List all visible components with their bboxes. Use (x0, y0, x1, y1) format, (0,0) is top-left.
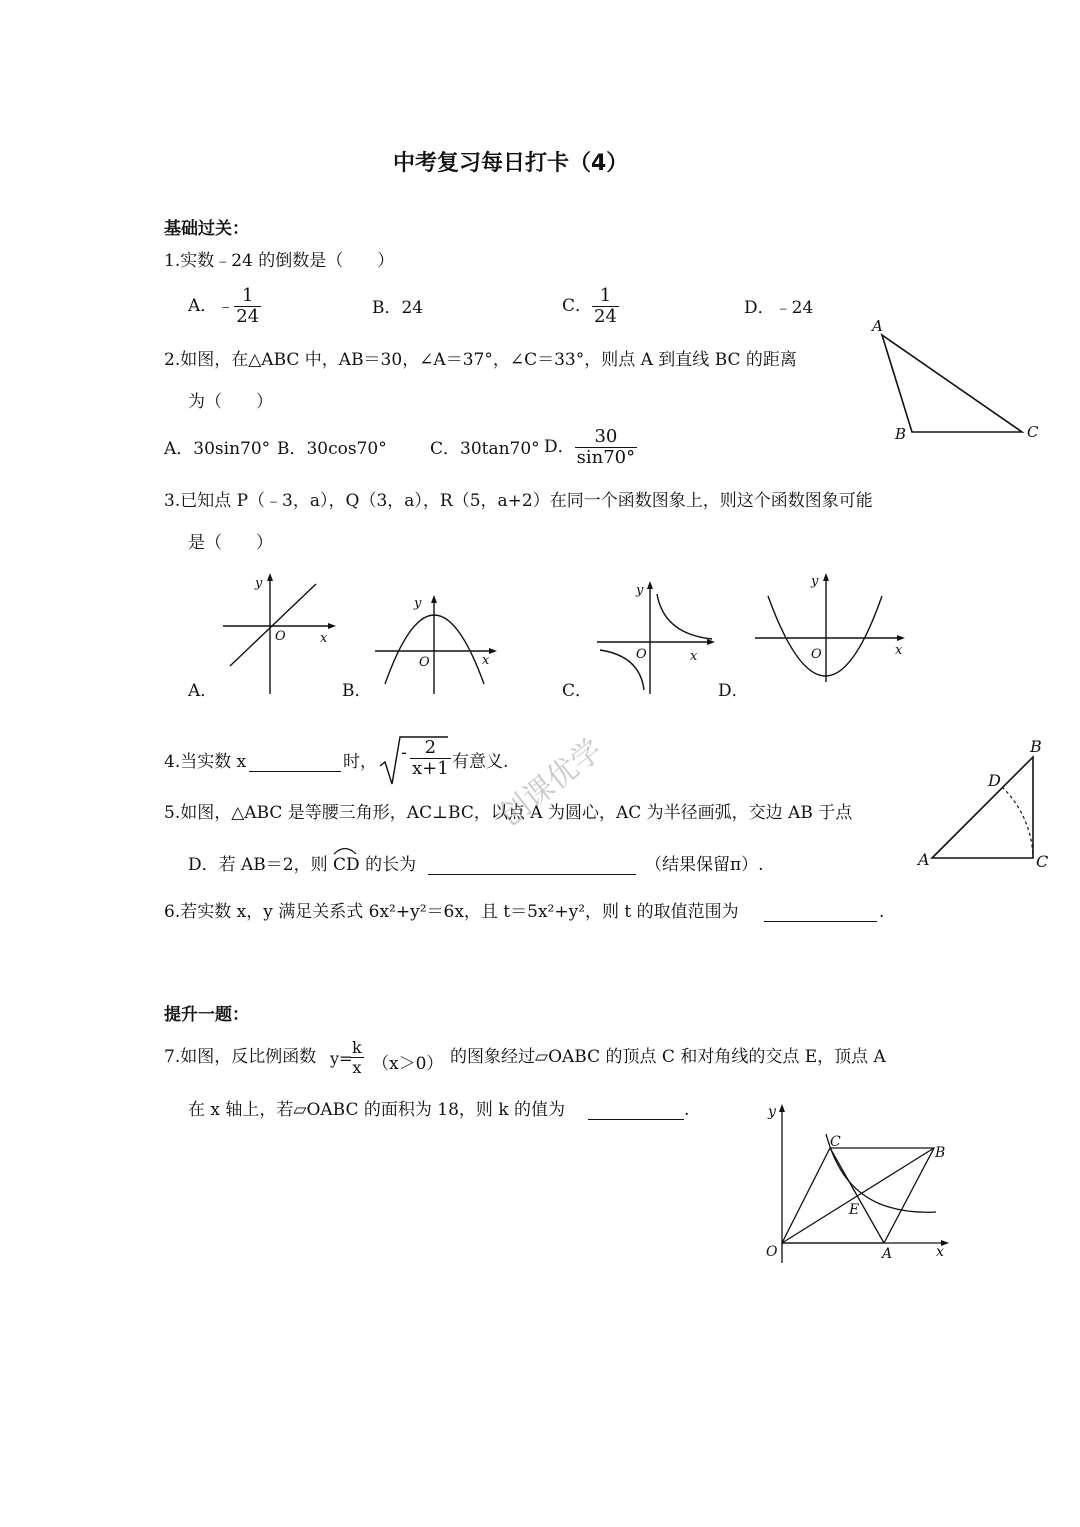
q1-a-fraction: $\frac{1}{24}$ (236, 285, 260, 327)
q4-stem-post: 有意义. (452, 752, 509, 772)
q7-function-y: y= (330, 1049, 353, 1068)
q6-answer-blank[interactable] (764, 920, 877, 922)
q6-end: . (879, 902, 885, 922)
q5-stem: 5.如图，△ABC 是等腰三角形，AC⊥BC，以点 A 为圆心，AC 为半径画弧，交边 AB 于点 (164, 803, 853, 823)
q2-stem-cont: 为（ ） (188, 392, 273, 412)
q2-label-c: C (1027, 423, 1039, 441)
q1-a-sign: ﹣ (217, 296, 235, 317)
q1-a-label: A． (188, 296, 218, 316)
q1-c-fraction: $\frac{1}{24}$ (594, 285, 617, 327)
q1-option-d[interactable]: D．﹣24 (744, 298, 814, 318)
q3-graph-a[interactable] (218, 570, 348, 695)
q5-stem-pre: D．若 AB＝2，则 (188, 855, 328, 875)
q3-label-d[interactable]: D． (718, 681, 749, 701)
q7-function-condition: （x＞0） (372, 1054, 444, 1074)
page-title: 中考复习每日打卡（4） (393, 151, 629, 176)
svg-text:O: O (636, 647, 647, 662)
q5-answer-blank[interactable] (428, 873, 636, 875)
q3-graph-d[interactable] (752, 570, 912, 695)
q2-option-d[interactable] (544, 427, 637, 468)
q5-label-b: B (1030, 737, 1042, 756)
svg-text:x: x (936, 1244, 944, 1260)
svg-text:A: A (882, 1246, 893, 1262)
q4-stem-mid: 时， (343, 752, 377, 772)
q2-option-b[interactable]: B．30cos70° (277, 439, 387, 459)
svg-text:O: O (275, 629, 286, 644)
watermark: 创课优学 (492, 732, 610, 834)
q5-note: （结果保留π）. (645, 855, 764, 875)
q4-answer-blank[interactable] (249, 770, 341, 772)
svg-text:y: y (255, 576, 263, 591)
svg-text:y: y (811, 574, 819, 589)
svg-text:B: B (935, 1145, 946, 1161)
q4-stem-pre: 4.当实数 x (164, 752, 247, 772)
svg-text:x: x (690, 649, 698, 664)
q1-option-c[interactable] (562, 286, 619, 327)
q2-stem: 2.如图，在△ABC 中，AB＝30，∠A＝37°，∠C＝33°，则点 A 到直线 BC 的距离 (164, 350, 797, 370)
svg-text:y: y (636, 583, 644, 598)
q5-arc-cd: CD (333, 854, 360, 876)
q2-label-b: B (895, 425, 907, 443)
svg-text:C: C (830, 1134, 841, 1150)
q7-end: . (684, 1100, 690, 1120)
svg-text:O: O (419, 655, 430, 670)
svg-text:x: x (482, 653, 490, 668)
q1-option-b[interactable]: B．24 (372, 298, 424, 318)
q5-stem-cont (188, 854, 416, 876)
q2-d-fraction: $\frac{30}{\sin 70^\circ}$ (576, 426, 636, 468)
svg-text:y: y (768, 1104, 776, 1120)
q5-label-a: A (918, 850, 930, 869)
q4-radical-fraction: $\frac{2}{x+1}$ (412, 737, 449, 779)
q7-parallelogram-figure (760, 1100, 955, 1270)
svg-text:O: O (811, 647, 822, 662)
q3-graph-c[interactable] (594, 578, 719, 696)
svg-text:O: O (766, 1244, 778, 1260)
q5-label-d: D (988, 771, 1001, 790)
q7-stem-line2: 在 x 轴上，若▱OABC 的面积为 18，则 k 的值为 (188, 1100, 566, 1120)
svg-text:x: x (895, 643, 903, 658)
q1-option-a[interactable] (188, 286, 261, 327)
q3-stem: 3.已知点 P（﹣3，a），Q（3，a），R（5，a+2）在同一个函数图象上，则这个函数图象可能 (164, 491, 873, 511)
q5-stem-post: 的长为 (365, 855, 417, 875)
q2-label-a: A (872, 317, 883, 335)
q3-label-a[interactable]: A． (188, 681, 218, 701)
q7-function-fraction: $\frac{k}{x}$ (352, 1038, 362, 1077)
q7-stem-post: 的图象经过▱OABC 的顶点 C 和对角线的交点 E，顶点 A (450, 1047, 886, 1067)
section-basic: 基础过关： (164, 219, 249, 239)
q1-c-label: C． (562, 296, 593, 316)
q1-stem: 1.实数﹣24 的倒数是（ ） (164, 251, 395, 271)
q3-stem-cont: 是（ ） (188, 533, 273, 553)
q4-radical-minus: - (401, 742, 408, 763)
q2-triangle-figure (860, 315, 1050, 450)
q2-option-a[interactable]: A．30sin70° (164, 439, 271, 459)
q3-label-c[interactable]: C． (562, 681, 593, 701)
q3-label-b[interactable]: B． (342, 681, 372, 701)
svg-text:x: x (320, 631, 328, 646)
q2-option-c[interactable]: C．30tan70° (430, 439, 540, 459)
svg-text:E: E (849, 1202, 860, 1218)
q2-d-label: D． (544, 437, 575, 457)
q5-triangle-figure (912, 735, 1062, 875)
q7-answer-blank[interactable] (588, 1118, 684, 1120)
section-advanced: 提升一题： (164, 1005, 249, 1025)
q3-graph-b[interactable] (372, 590, 502, 696)
q7-stem-pre: 7.如图，反比例函数 (164, 1047, 317, 1067)
q5-label-c: C (1036, 852, 1049, 871)
svg-text:y: y (414, 596, 422, 611)
q6-stem: 6.若实数 x，y 满足关系式 6x²+y²＝6x，且 t＝5x²+y²，则 t 的取值范围为 (164, 902, 739, 922)
